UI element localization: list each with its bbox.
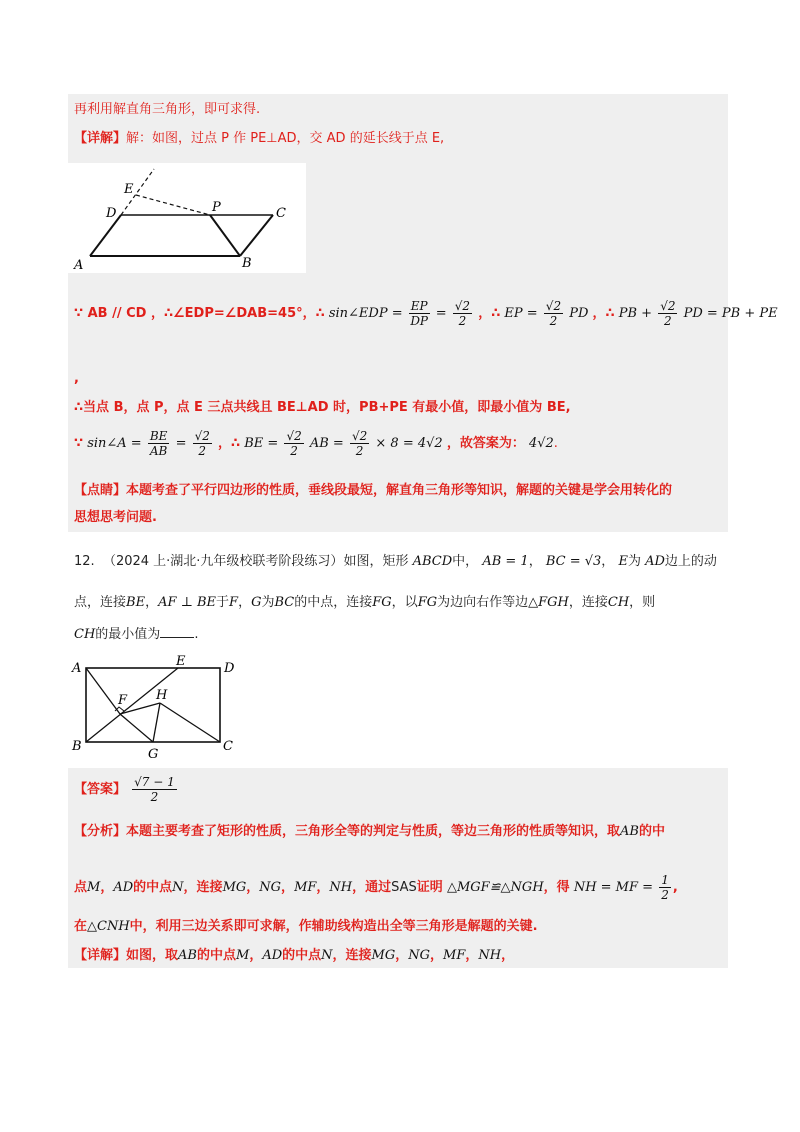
- segment-cb: [240, 215, 273, 256]
- label-e: E: [124, 182, 134, 197]
- answer-label: ，故答案为：: [446, 436, 525, 451]
- label-a: A: [72, 661, 82, 676]
- figure-rectangle: [68, 652, 240, 762]
- solution-line-1: 再利用解直角三角形，即可求得.: [74, 102, 261, 117]
- segment-gh: [153, 703, 160, 742]
- label-f: F: [118, 693, 128, 708]
- review-line-1: 【点睛】本题考查了平行四边形的性质，垂线段最短，解直角三角形等知识，解题的关键是学会用转化的: [74, 483, 673, 498]
- angle-reason: ∵ AB // CD ，∴∠EDP=∠DAB=45°，∴: [74, 306, 325, 321]
- problem-number: 12.: [74, 554, 95, 569]
- label-d: D: [106, 206, 117, 221]
- problem-12-line-2: 点，连接BE，AF ⊥ BE于F，G为BC的中点，连接FG，以FG为边向右作等边△FGH，连接CH，则: [74, 595, 656, 610]
- label-d: D: [224, 661, 235, 676]
- problem-source: （2024 上·湖北·九年级校联考阶段练习）: [102, 554, 344, 569]
- analysis-line-3: 在△CNH中，利用三边关系即可求解，作辅助线构造出全等三角形是解题的关键.: [74, 919, 538, 934]
- segment-ch: [160, 703, 220, 742]
- review-tag: 【点睛】: [74, 483, 127, 498]
- collinear-line: ∴当点 B，点 P，点 E 三点共线且 BE⊥AD 时，PB+PE 有最小值，即最小值为 BE,: [74, 400, 571, 415]
- segment-ad: [90, 215, 121, 256]
- angle-equation-line: ∵ AB // CD ，∴∠EDP=∠DAB=45°，∴ sin∠EDP = $\frac{EP}{DP}$ = $\frac{√2}{2}$ ，∴ EP = $\frac{√2}{2}$ PD ，∴ PB + $\frac{√2}{2}$ PD = PB + PE: [74, 299, 778, 328]
- label-g: G: [148, 747, 159, 762]
- label-b: B: [242, 256, 252, 271]
- answer-line: [74, 772, 179, 808]
- answer-tag: 【答案】: [74, 782, 127, 797]
- segment-fg: [120, 714, 153, 742]
- detail-text: 解：如图，过点 P 作 PE⊥AD，交 AD 的延长线于点 E,: [126, 131, 445, 146]
- label-e: E: [176, 654, 186, 669]
- comma-line: ,: [74, 371, 79, 386]
- parallelogram-diagram: [68, 163, 306, 273]
- sin-edp-left: sin∠EDP =: [328, 306, 403, 321]
- ep-eq-left: EP =: [504, 306, 538, 321]
- answer-blank: [160, 625, 194, 638]
- rectangle-diagram: [68, 652, 240, 762]
- detail-line: [74, 130, 444, 148]
- answer-value: 4√2: [528, 436, 554, 451]
- pb-eq-left: PB +: [618, 306, 653, 321]
- label-a: A: [74, 258, 84, 273]
- figure-parallelogram: [68, 163, 306, 273]
- detail-tag-bottom: 【详解】: [74, 948, 127, 963]
- label-h: H: [156, 688, 168, 703]
- detail-line-bottom: 【详解】如图，取AB的中点M，AD的中点N，连接MG，NG，MF，NH，: [74, 948, 515, 963]
- sin-a-line: ∵ sin∠A = $\frac{BE}{AB}$ = $\frac{√2}{2}$ ，∴ BE = $\frac{√2}{2}$ AB = $\frac{√2}{2}$ × 8 = 4√2 ，故答案为： 4√2.: [74, 429, 558, 458]
- label-c: C: [223, 739, 233, 754]
- problem-12-line-3: CH的最小值为 .: [74, 627, 199, 642]
- analysis-line-2: 点M，AD的中点N，连接MG，NG，MF，NH，通过SAS证明 △MGF≌△NGH，得 NH = MF = $\frac{1}{2}$ ,: [74, 873, 678, 902]
- review-line-2: 思想思考问题.: [74, 510, 157, 525]
- ep-dp-fraction: $\frac{EP}{DP}$: [410, 299, 429, 328]
- label-c: C: [276, 206, 286, 221]
- segment-af: [86, 668, 120, 714]
- detail-tag: 【详解】: [74, 131, 127, 146]
- analysis-tag: 【分析】: [74, 824, 127, 839]
- answer-fraction: $\frac{√7 - 1}{2}$: [134, 775, 175, 804]
- label-b: B: [72, 739, 82, 754]
- segment-pb: [210, 215, 240, 256]
- segment-pe: [136, 195, 210, 215]
- analysis-line-1: 【分析】本题主要考查了矩形的性质，三角形全等的判定与性质，等边三角形的性质等知识，取AB的中: [74, 824, 665, 839]
- problem-12-line-1: 12. （2024 上·湖北·九年级校联考阶段练习）如图，矩形 ABCD中， AB = 1， BC = √3， E为 AD边上的动: [74, 554, 717, 569]
- root2-over-2: $\frac{√2}{2}$: [454, 299, 471, 328]
- label-p: P: [212, 200, 221, 215]
